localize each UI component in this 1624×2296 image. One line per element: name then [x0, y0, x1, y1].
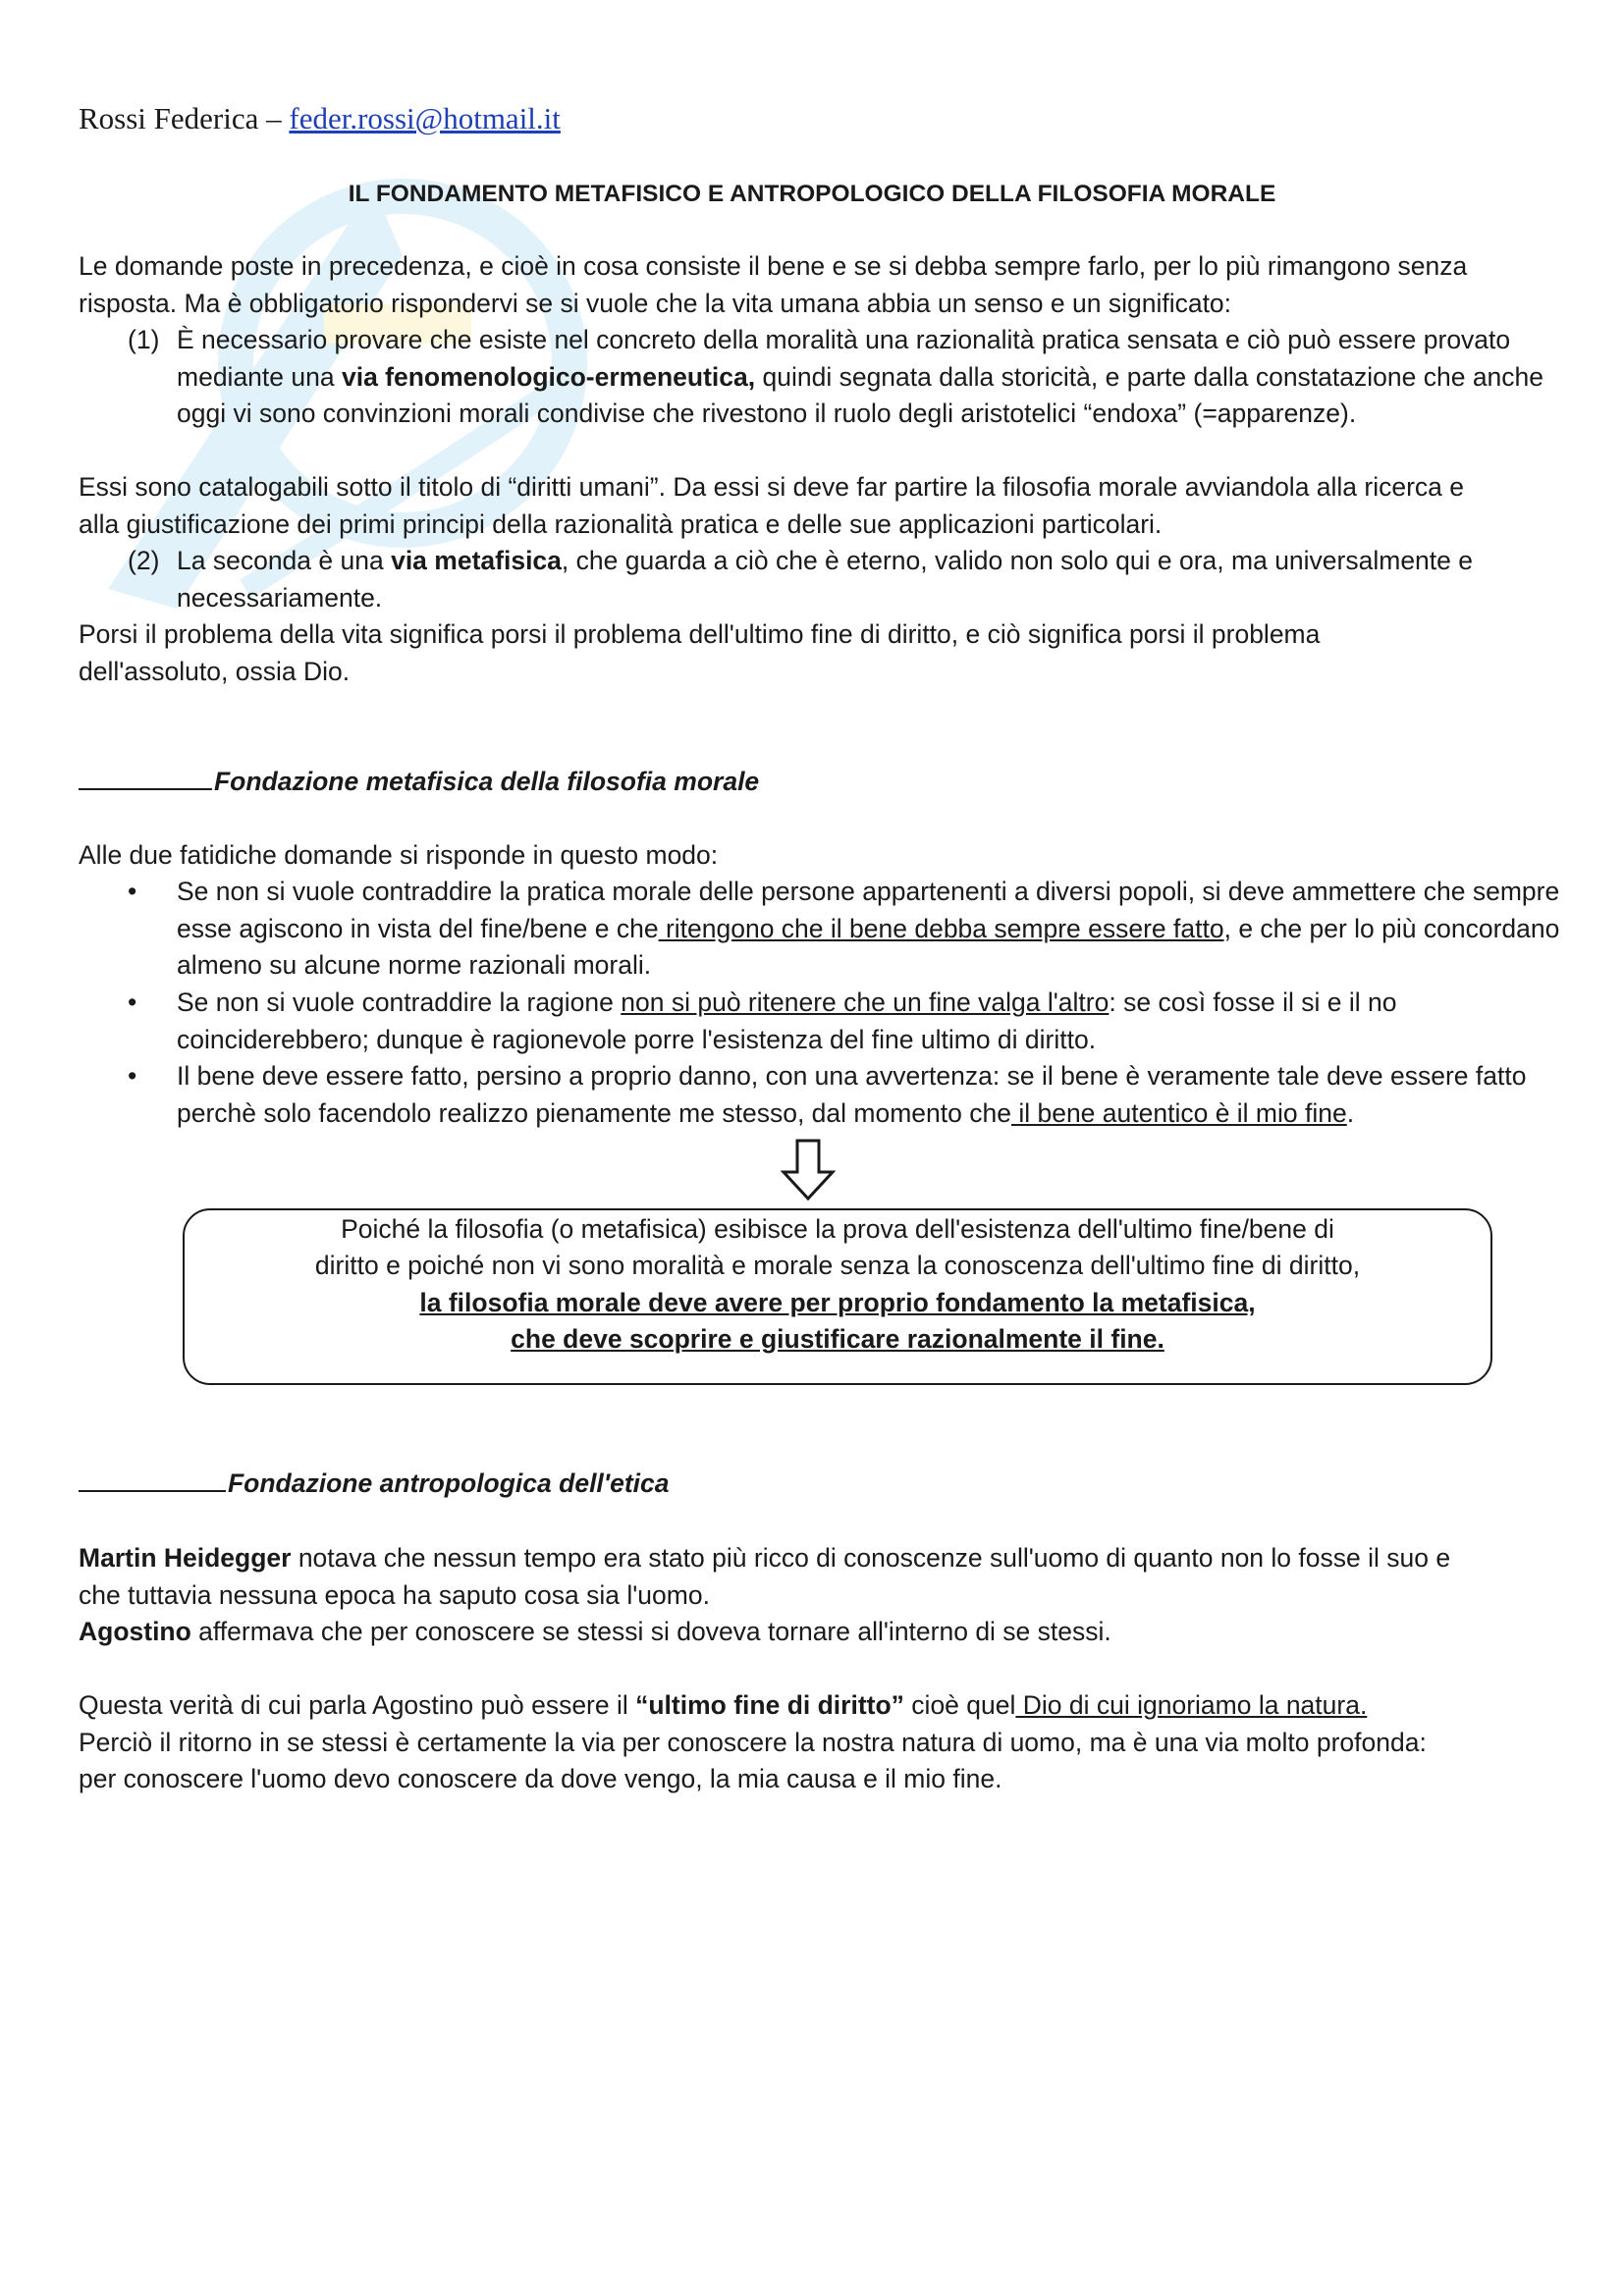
diritti-paragraph — [79, 469, 1581, 543]
bullet-item-3: • Il bene deve essere fatto, persino a proprio danno, con una avvertenza: se il bene è veramente tale deve essere fatto perchè solo facendolo realizzo pienamente me stesso, dal momento che il bene autentico è il mio fine. — [128, 1058, 1581, 1132]
list-number-2: (2) — [128, 546, 160, 575]
underlined-text: ritengono che il bene debba sempre essere fatto — [658, 913, 1224, 943]
section-heading-antropologica: Fondazione antropologica dell'etica — [79, 1466, 670, 1502]
page-title: IL FONDAMENTO METAFISICO E ANTROPOLOGICO DELLA FILOSOFIA MORALE — [348, 181, 1276, 207]
heidegger-paragraph: Martin Heidegger notava che nessun tempo era stato più ricco di conoscenze sull'uomo di quanto non lo fosse il suo e che tuttavia nessuna epoca ha saputo cosa sia l'uomo. Agostino affermava che per conoscere se stessi si doveva tornare all'interno di se stessi. — [79, 1540, 1581, 1651]
bold-term-via-fenomenologico: via fenomenologico-ermeneutica, — [341, 361, 756, 392]
name-agostino: Agostino — [79, 1617, 191, 1646]
porsi-line-2: dell'assoluto, ossia Dio. — [79, 656, 351, 686]
heading-blank-line — [79, 765, 212, 790]
bold-ultimo-fine: “ultimo fine di diritto” — [635, 1690, 904, 1720]
bullet-symbol: • — [128, 1061, 137, 1091]
heading-blank-line — [79, 1467, 226, 1492]
diritti-line-2: alla giustificazione dei primi principi della razionalità pratica e delle sue applicazioni particolari. — [79, 508, 1163, 539]
name-heidegger: Martin Heidegger — [79, 1543, 292, 1573]
verita-line-2: Perciò il ritorno in se stessi è certamente la via per conoscere la nostra natura di uomo, ma è una via molto profonda: — [79, 1727, 1427, 1757]
author-email-link[interactable]: feder.rossi@hotmail.it — [289, 101, 561, 135]
list-item-1 — [128, 322, 1581, 433]
bullet-symbol: • — [128, 877, 137, 906]
underlined-text: Dio di cui ignoriamo la natura. — [1015, 1690, 1368, 1720]
bold-term-via-metafisica: via metafisica — [391, 546, 562, 575]
intro-line-2: risposta. Ma è obbligatorio rispondervi se si vuole che la vita umana abbia un senso e un significato: — [79, 288, 1232, 318]
intro-line-1: Le domande poste in precedenza, e cioè in cosa consiste il bene e se si debba sempre farlo, per lo più rimangono senza — [79, 251, 1468, 281]
diritti-line-1: Essi sono catalogabili sotto il titolo di “diritti umani”. Da essi si deve far partire la filosofia morale avviandola alla ricerca e — [79, 472, 1465, 502]
box-line-1: Poiché la filosofia (o metafisica) esibisce la prova dell'esistenza dell'ultimo fine/bene di — [341, 1214, 1334, 1244]
verita-paragraph: Questa verità di cui parla Agostino può essere il “ultimo fine di diritto” cioè quel Dio di cui ignoriamo la natura. Perciò il ritorno in se stessi è certamente la via per conoscere la nostra natura di uomo, ma è una via molto profonda: per conoscere l'uomo devo conoscere da dove vengo, la mia causa e il mio fine. — [79, 1687, 1581, 1798]
bullet-item-1: • Se non si vuole contraddire la pratica morale delle persone appartenenti a diversi popoli, si deve ammettere che sempre esse agiscono in vista del fine/bene e che ritengono che il bene debba sempre essere fatto, e che per lo più concordano almeno su alcune norme razionali morali. — [128, 874, 1581, 985]
box-line-4: che deve scoprire e giustificare razionalmente il fine. — [511, 1324, 1164, 1354]
underlined-text: non si può ritenere che un fine valga l'altro — [621, 988, 1110, 1017]
verita-line-3: per conoscere l'uomo devo conoscere da dove vengo, la mia causa e il mio fine. — [79, 1764, 1002, 1793]
porsi-line-1: Porsi il problema della vita significa porsi il problema dell'ultimo fine di diritto, e ciò significa porsi il problema — [79, 619, 1321, 649]
bullet-item-2: • Se non si vuole contraddire la ragione non si può ritenere che un fine valga l'altro: se così fosse il si e il no coinciderebbero; dunque è ragionevole porre l'esistenza del fine ultimo di diritto. — [128, 985, 1581, 1058]
list-item-1-text: È necessario provare che esiste nel concreto della moralità una razionalità pratica sensata e ciò può essere provato mediante una via fenomenologico-ermeneutica, quindi segnata dalla storicità, e parte dalla constatazione che anche oggi vi sono convinzioni morali condivise che rivestono il ruolo degli aristotelici “endoxa” (=apparenze). — [177, 325, 1544, 428]
intro-paragraph — [79, 248, 1581, 322]
down-arrow-icon — [781, 1139, 836, 1201]
author-name: Rossi Federica – — [79, 101, 290, 135]
underlined-text: il bene autentico è il mio fine — [1010, 1097, 1347, 1128]
conclusion-box — [183, 1208, 1492, 1385]
list-item-2 — [128, 543, 1581, 616]
answer-intro: Alle due fatidiche domande si risponde in questo modo: — [79, 840, 719, 870]
box-line-3: la filosofia morale deve avere per proprio fondamento la metafisica, — [419, 1288, 1256, 1317]
heidegger-line-2: che tuttavia nessuna epoca ha saputo cosa sia l'uomo. — [79, 1579, 710, 1610]
section-heading-metafisica: Fondazione metafisica della filosofia morale — [79, 764, 759, 800]
porsi-paragraph — [79, 616, 1581, 690]
box-line-2: diritto e poiché non vi sono moralità e morale senza la conoscenza dell'ultimo fine di diritto, — [314, 1251, 1361, 1280]
list-item-2-text: La seconda è una via metafisica, che guarda a ciò che è eterno, valido non solo qui e ora, ma universalmente e necessariamente. — [177, 546, 1473, 613]
bullet-symbol: • — [128, 988, 137, 1017]
list-number-1: (1) — [128, 325, 160, 354]
author-line — [79, 98, 561, 139]
